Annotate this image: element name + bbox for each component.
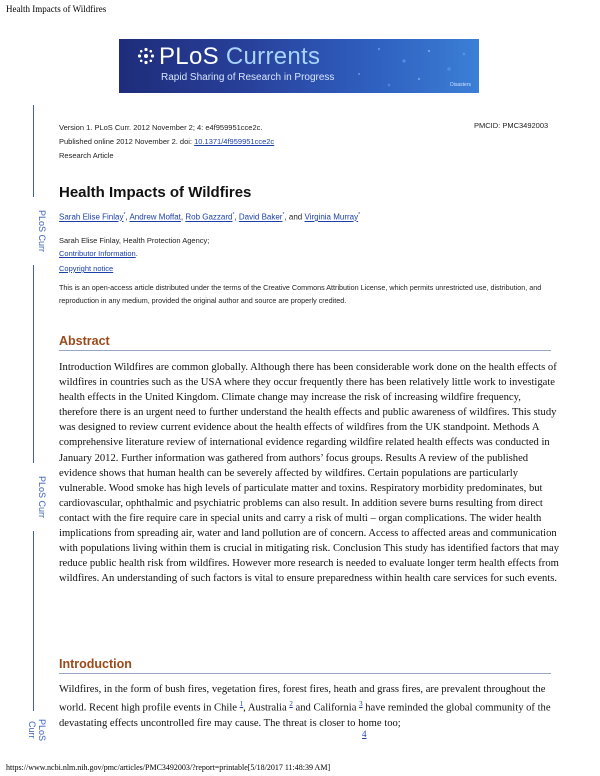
affiliation: Sarah Elise Finlay, Health Protection Agency; Contributor Information. [59,236,210,258]
author-marker[interactable]: * [282,212,285,218]
author-link[interactable]: Andrew Moffat [129,212,181,222]
banner-tagline: Rapid Sharing of Research in Progress [161,72,335,83]
author-marker[interactable]: * [358,212,361,218]
rail-line [33,531,34,711]
and-word: and [288,212,303,222]
copyright-notice-link[interactable]: Copyright notice [59,264,114,273]
intro-part: , Australia [243,702,290,714]
article-title: Health Impacts of Wildfires [59,184,252,201]
page-number-link[interactable]: 4 [362,729,367,739]
banner-badge: Disasters [450,82,471,88]
rail-label: PLoS Curr [27,718,47,742]
rail-label: PLoS Curr [37,475,47,519]
doi-link[interactable]: 10.1371/4f959951cce2c [194,137,275,146]
author-link[interactable]: David Baker [238,212,283,222]
published-prefix: Published online 2012 November 2. doi: [59,137,193,146]
pmcid: PMCID: PMC3492003 [474,121,549,130]
browser-footer-url: https://www.ncbi.nlm.nih.gov/pmc/articles/PMC3492003/?report=printable[5/18/2017 11:48:39 AM] [6,763,331,772]
article-meta [59,121,274,163]
reference-link[interactable]: 3 [359,700,363,709]
contributor-info-link[interactable]: Contributor Information [59,249,136,258]
intro-part: have reminded the global community of the devastating effects uncontrolled fire may cause. The threat is closer to home too; [59,702,551,729]
copyright-notice [59,264,113,273]
plos-currents-banner[interactable] [119,39,479,93]
author-link[interactable]: Rob Gazzard [185,212,233,222]
intro-part: Wildfires, in the form of bush fires, vegetation fires, forest fires, heath and grass fires, are prevalent throughout the world. Recent high profile events in Chile [59,684,546,714]
author-marker[interactable]: * [232,212,235,218]
abstract-text: Introduction Wildfires are common globally. Although there has been considerable work done on the health effects of wildfires in countries such as the USA where they occur frequently there has been relatively little work to investigate health effects in the United Kingdom. Climate change may increase the risk of increasing wildfire frequency, therefore there is an urgent need to further understand the health effects and public awareness of wildfires. This study was designed to review current evidence about the health effects of wildfires from the UK standpoint. Methods A comprehensive literature review of international evidence regarding wildfire related health effects was conducted in January 2012. Further information was gathered from authors’ focus groups. Results A review of the published evidence shows that human health can be severely affected by wildfires. Certain populations are particularly vulnerable. Wood smoke has high levels of particulate matter and toxins. Respiratory morbidity predominates, but cardiovascular, ophthalmic and psychiatric problems can also result. In addition severe burns resulting from direct contact with the fire require care in special units and carry a risk of multi – organ complications. The wider health implications from spreading air, water and land pollution are of concern. Access to affected areas and communication with populations living within them is crucial in mitigating risk. Conclusion This study has identified factors that may reduce public health risk from wildfires. However more research is needed to evaluate longer term health effects from wildfires. An understanding of such factors is vital to ensure preparedness within health care services for such events. [59,362,560,585]
affiliation-text: Sarah Elise Finlay, Health Protection Agency; [59,236,210,245]
banner-title-plos: PLoS [159,43,219,70]
reference-link[interactable]: 1 [239,700,244,709]
author-list: Sarah Elise Finlay*, Andrew Moffat, Rob Gazzard*, David Baker*, and Virginia Murray* [59,212,361,222]
plos-logo-icon [137,47,155,65]
browser-header-title: Health Impacts of Wildfires [6,4,107,14]
intro-part: and California [292,702,360,714]
author-link[interactable]: Sarah Elise Finlay [59,212,124,222]
rail-line [33,105,34,197]
journal-side-rail [27,105,47,745]
introduction-text [59,682,559,731]
introduction-heading: Introduction [59,657,551,674]
author-marker[interactable]: * [123,212,126,218]
abstract-heading: Abstract [59,334,551,351]
banner-title [159,43,320,71]
version-line: Version 1. PLoS Curr. 2012 November 2; 4: e4f959951cce2c. [59,123,263,132]
published-line [59,135,274,149]
license-text: This is an open-access article distributed under the terms of the Creative Commons Attribution License, which permits unrestricted use, distribution, and reproduction in any medium, provided the original author and source are properly credited. [59,283,542,305]
article-type: Research Article [59,151,114,160]
rail-label: PLoS Curr [37,209,47,253]
reference-link[interactable]: 2 [289,700,293,709]
rail-line [33,265,34,463]
author-link[interactable]: Virginia Murray [304,212,359,222]
banner-title-currents: Currents [225,43,321,70]
